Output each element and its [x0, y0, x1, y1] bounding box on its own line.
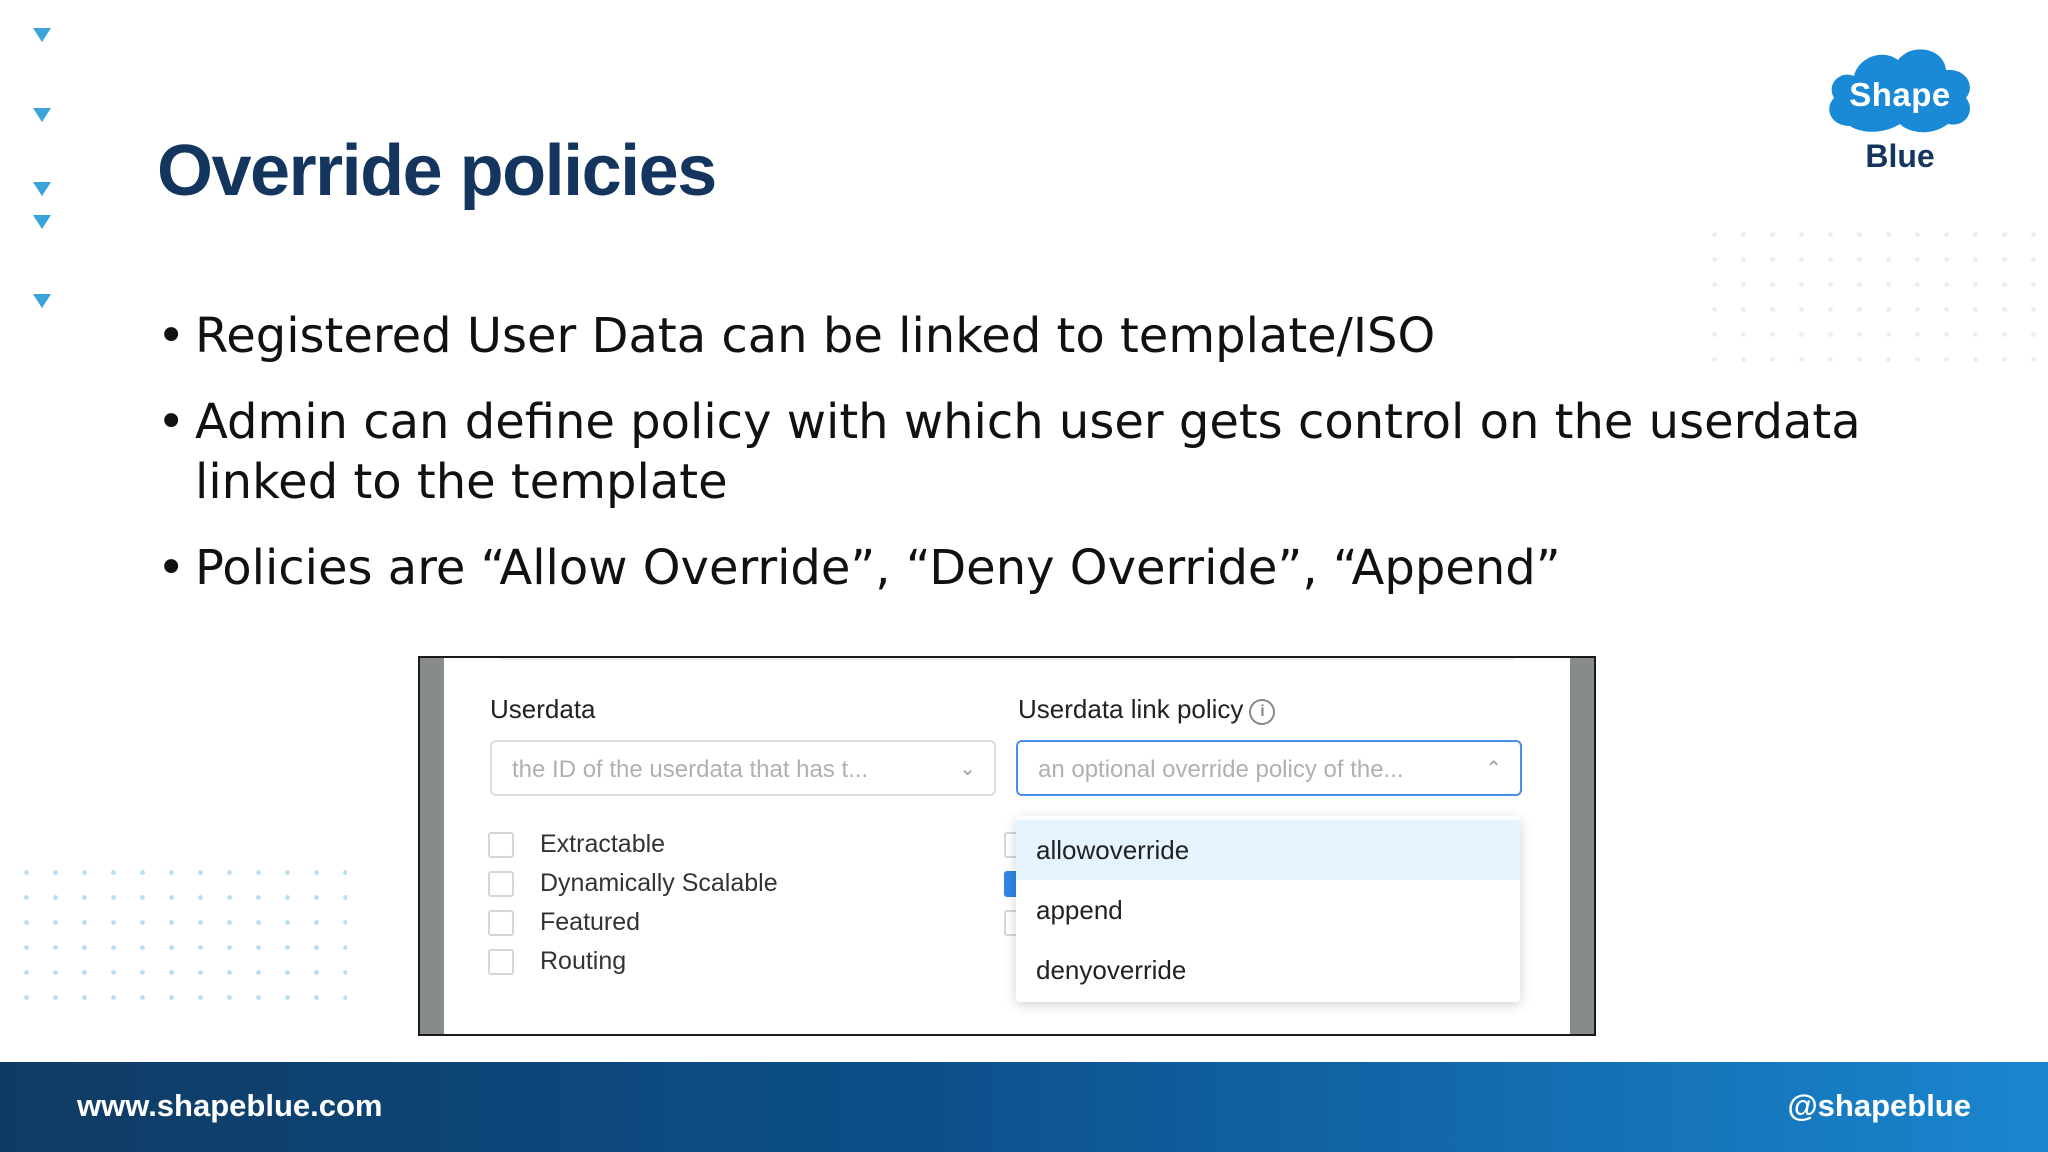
- chevron-down-icon: ⌄: [959, 758, 976, 780]
- bullet-list: [157, 306, 1917, 624]
- hidden-checkbox-checked[interactable]: [1004, 871, 1016, 897]
- logo-text-blue: Blue: [1865, 138, 1935, 174]
- link-policy-dropdown-menu: [1016, 816, 1520, 1002]
- checkbox-label: Extractable: [540, 830, 666, 858]
- userdata-link-policy-label: [1018, 694, 1275, 725]
- bullet-item: • Registered User Data can be linked to template/ISO: [157, 306, 1917, 366]
- dropdown-option-allowoverride[interactable]: allowoverride: [1016, 820, 1520, 880]
- userdata-label: Userdata: [490, 694, 596, 724]
- info-icon[interactable]: i: [1249, 699, 1275, 725]
- screenshot-top-divider: [500, 658, 1514, 660]
- userdata-select[interactable]: [490, 740, 996, 796]
- userdata-link-policy-select[interactable]: [1016, 740, 1522, 796]
- checkbox-label: Routing: [540, 947, 627, 975]
- userdata-link-policy-text: Userdata link policy: [1018, 694, 1244, 724]
- shapeblue-logo: [1820, 38, 1980, 178]
- checkbox-label: Featured: [540, 908, 641, 936]
- triangle-marker-icon: [33, 182, 51, 196]
- dynamically-scalable-checkbox[interactable]: [488, 871, 514, 897]
- screenshot-left-border: [420, 658, 444, 1034]
- footer-social-handle[interactable]: @shapeblue: [1787, 1088, 1971, 1123]
- extractable-checkbox[interactable]: [488, 832, 514, 858]
- footer-bar: [0, 1062, 2048, 1152]
- triangle-marker-icon: [33, 294, 51, 308]
- bullet-item: • Policies are “Allow Override”, “Deny Override”, “Append”: [157, 538, 1917, 598]
- screenshot-right-border: [1570, 658, 1594, 1034]
- logo-text-shape: Shape: [1849, 76, 1951, 113]
- hidden-checkbox[interactable]: [1004, 832, 1016, 858]
- embedded-form-screenshot: [418, 656, 1596, 1036]
- chevron-up-icon: ⌃: [1485, 758, 1502, 780]
- checkbox-label: Dynamically Scalable: [540, 869, 778, 897]
- featured-checkbox[interactable]: [488, 910, 514, 936]
- footer-website-link[interactable]: www.shapeblue.com: [77, 1088, 383, 1123]
- slide-title: Override policies: [157, 131, 716, 211]
- dropdown-option-append[interactable]: append: [1036, 895, 1123, 925]
- userdata-placeholder: the ID of the userdata that has t...: [512, 756, 869, 783]
- routing-checkbox[interactable]: [488, 949, 514, 975]
- triangle-marker-icon: [33, 215, 51, 229]
- dot-pattern-left: [12, 860, 347, 1000]
- dropdown-option-denyoverride[interactable]: denyoverride: [1036, 955, 1187, 985]
- link-policy-placeholder: an optional override policy of the...: [1038, 756, 1404, 783]
- triangle-marker-icon: [33, 28, 51, 42]
- hidden-checkbox[interactable]: [1004, 910, 1016, 936]
- bullet-item: • Admin can define policy with which user gets control on the userdata linked to the template: [157, 392, 1917, 512]
- triangle-marker-icon: [33, 108, 51, 122]
